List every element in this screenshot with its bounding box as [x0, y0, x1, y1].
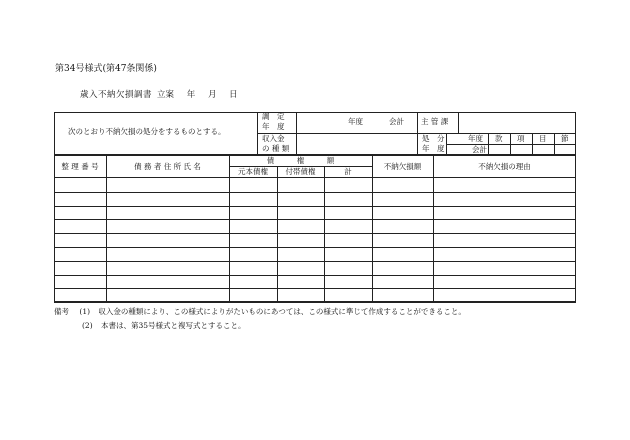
revenue-type-label-1: 収入金 — [262, 134, 285, 143]
note-2 — [82, 320, 246, 331]
form-number: 第34号様式(第47条関係) — [55, 64, 157, 74]
table-row — [54, 233, 576, 234]
draft-date — [157, 88, 248, 100]
col-credit-amount: 債 権 額 — [266, 156, 335, 165]
col-incidental: 付帯債権 — [285, 167, 316, 176]
account-label: 会計 — [389, 117, 404, 126]
draft-label: 立案 — [157, 90, 175, 100]
note-1-number: (1) — [79, 307, 91, 316]
kou-label: 項 — [517, 134, 525, 143]
table-row — [54, 206, 576, 207]
note-1 — [54, 306, 466, 317]
disposal-statement: 次のとおり不納欠損の処分をするものとする。 — [68, 127, 226, 136]
disposal-label-1: 処 分 — [422, 134, 445, 143]
account-label-2: 会計 — [472, 145, 487, 154]
note-2-text: 本書は、第35号様式と複写式とすること。 — [101, 321, 246, 330]
dept-label: 主 管 課 — [421, 117, 449, 126]
kan-label: 款 — [495, 134, 503, 143]
col-total: 計 — [344, 167, 352, 176]
note-2-number: (2) — [82, 321, 93, 330]
revenue-type-label-2: の 種 類 — [262, 144, 290, 153]
survey-year-label-2: 年 度 — [262, 122, 285, 131]
day-unit: 日 — [229, 90, 238, 100]
fiscal-year-label: 年度 — [348, 117, 363, 126]
fiscal-year-label-2: 年度 — [468, 134, 483, 143]
col-principal: 元本債権 — [238, 167, 268, 176]
notes-label: 備考 — [54, 307, 69, 316]
col-ref-number: 整 理 番 号 — [61, 162, 99, 171]
col-loss-amount: 不納欠損額 — [383, 162, 422, 171]
table-row — [54, 261, 576, 262]
col-reason: 不納欠損の理由 — [478, 162, 531, 171]
document-title: 歳入不納欠損調書 — [80, 90, 153, 100]
table-row — [54, 247, 576, 248]
table-row — [54, 275, 576, 276]
table-row — [54, 288, 576, 289]
year-unit: 年 — [186, 90, 196, 100]
table-row — [54, 192, 576, 193]
col-debtor: 債 務 者 住 所 氏 名 — [134, 162, 201, 171]
month-unit: 月 — [207, 90, 217, 100]
table-row — [54, 219, 576, 220]
survey-year-label-1: 調 定 — [262, 112, 285, 121]
note-1-text: 収入金の種類により、この様式によりがたいものにあつては、この様式に準じて作成することができること。 — [98, 307, 466, 316]
moku-label: 目 — [539, 134, 547, 143]
disposal-label-2: 年 度 — [422, 144, 445, 153]
setsu-label: 節 — [561, 134, 569, 143]
